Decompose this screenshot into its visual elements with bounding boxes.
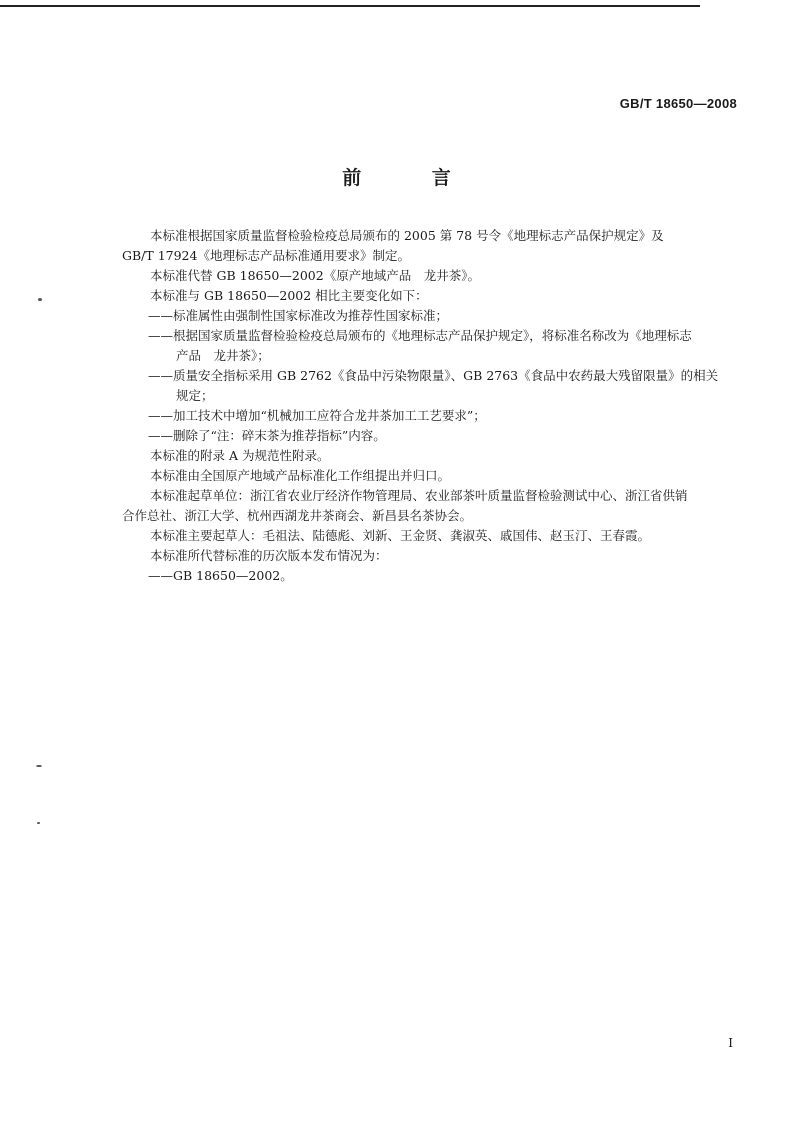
scan-speck [38, 298, 42, 301]
list-item-continuation: 产品 龙井茶》； [176, 348, 270, 363]
list-item: ——删除了“注：碎末茶为推荐指标”内容。 [148, 428, 386, 443]
scan-speck [37, 822, 40, 824]
standard-code: GB/T 18650—2008 [619, 96, 737, 111]
page-title: 前 言 [342, 167, 483, 189]
paragraph-line: 合作总社、浙江大学、杭州西湖龙井茶商会、新昌县名茶协会。 [122, 508, 473, 523]
paragraph: 本标准由全国原产地域产品标准化工作组提出并归口。 [150, 468, 451, 483]
paragraph-line: 本标准根据国家质量监督检验检疫总局颁布的 2005 第 78 号令《地理标志产品保护规定》及 [150, 228, 664, 243]
foreword-body [122, 226, 748, 586]
paragraph-line: 本标准起草单位：浙江省农业厅经济作物管理局、农业部茶叶质量监督检验测试中心、浙江省供销 [150, 488, 688, 503]
list-item-continuation: 规定； [176, 388, 214, 403]
list-item: ——标准属性由强制性国家标准改为推荐性国家标准； [148, 308, 449, 323]
paragraph-line: GB/T 17924《地理标志产品标准通用要求》制定。 [122, 248, 410, 263]
list-item: ——加工技术中增加“机械加工应符合龙井茶加工工艺要求”； [148, 408, 486, 423]
page-number: I [728, 1036, 733, 1050]
list-item: ——质量安全指标采用 GB 2762《食品中污染物限量》、GB 2763《食品中农药最大残留限量》的相关 [148, 368, 719, 383]
top-rule [0, 5, 700, 7]
paragraph: 本标准所代替标准的历次版本发布情况为： [150, 548, 388, 563]
scan-speck [36, 765, 42, 767]
paragraph: 本标准代替 GB 18650—2002《原产地域产品 龙井茶》。 [150, 268, 480, 283]
list-item: ——GB 18650—2002。 [148, 568, 293, 583]
paragraph: 本标准主要起草人：毛祖法、陆德彪、刘新、王金贤、龚淑英、戚国伟、赵玉汀、王春霞。 [150, 528, 651, 543]
paragraph: 本标准的附录 A 为规范性附录。 [150, 448, 330, 463]
list-item: ——根据国家质量监督检验检疫总局颁布的《地理标志产品保护规定》，将标准名称改为《地理标志 [148, 328, 692, 343]
paragraph: 本标准与 GB 18650—2002 相比主要变化如下： [150, 288, 428, 303]
